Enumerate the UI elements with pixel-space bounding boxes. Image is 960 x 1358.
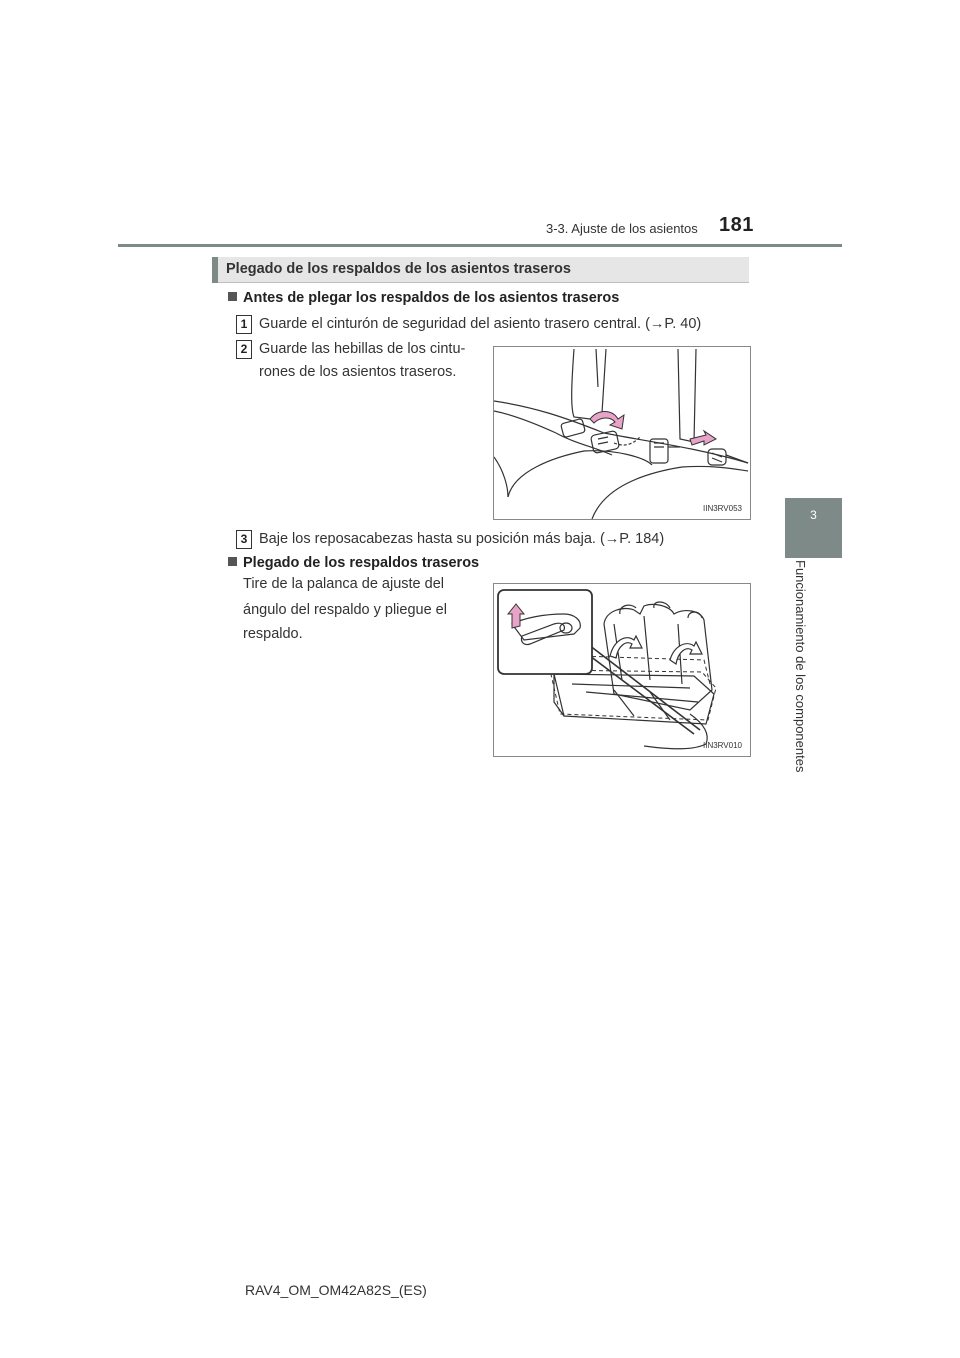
step-text-2-line2: rones de los asientos traseros. <box>259 364 457 380</box>
section-header <box>212 257 749 283</box>
running-header-section: 3-3. Ajuste de los asientos <box>546 221 698 236</box>
figure-fold-seatbacks <box>493 583 751 757</box>
page-number: 181 <box>719 214 754 236</box>
square-bullet-icon <box>228 557 237 566</box>
figure-code-2: IIN3RV010 <box>703 741 742 750</box>
step-text-3: Baje los reposacabezas hasta su posición más baja. (→P. 184) <box>259 531 665 547</box>
subsection-heading-1 <box>228 290 619 306</box>
step-number-2: 2 <box>236 340 252 359</box>
chapter-number: 3 <box>810 508 817 522</box>
fold-seatbacks-illustration <box>494 584 750 756</box>
figure-seat-belt-buckles <box>493 346 751 520</box>
section-title: Plegado de los respaldos de los asientos traseros <box>226 261 571 277</box>
fold-instruction-line3: respaldo. <box>243 626 303 642</box>
square-bullet-icon <box>228 292 237 301</box>
step-number-1: 1 <box>236 315 252 334</box>
step-text-2-line1: Guarde las hebillas de los cintu- <box>259 341 466 357</box>
document-code: RAV4_OM_OM42A82S_(ES) <box>245 1282 427 1298</box>
subsection-heading-2 <box>228 555 479 571</box>
header-rule <box>118 244 842 247</box>
section-accent <box>212 257 218 283</box>
fold-instruction-line1: Tire de la palanca de ajuste del <box>243 576 444 592</box>
step-text-1: Guarde el cinturón de seguridad del asiento trasero central. (→P. 40) <box>259 316 702 332</box>
chapter-title-wrap <box>786 560 808 780</box>
chapter-title: Funcionamiento de los componentes <box>793 560 808 773</box>
step-number-3: 3 <box>236 530 252 549</box>
subsection-heading-2-text: Plegado de los respaldos traseros <box>243 555 480 571</box>
fold-instruction-line2: ángulo del respaldo y pliegue el <box>243 602 447 618</box>
subsection-heading-1-text: Antes de plegar los respaldos de los asientos traseros <box>243 290 620 306</box>
figure-code-1: IIN3RV053 <box>703 504 742 513</box>
seat-belt-buckles-illustration <box>494 347 750 519</box>
chapter-tab <box>785 498 842 558</box>
